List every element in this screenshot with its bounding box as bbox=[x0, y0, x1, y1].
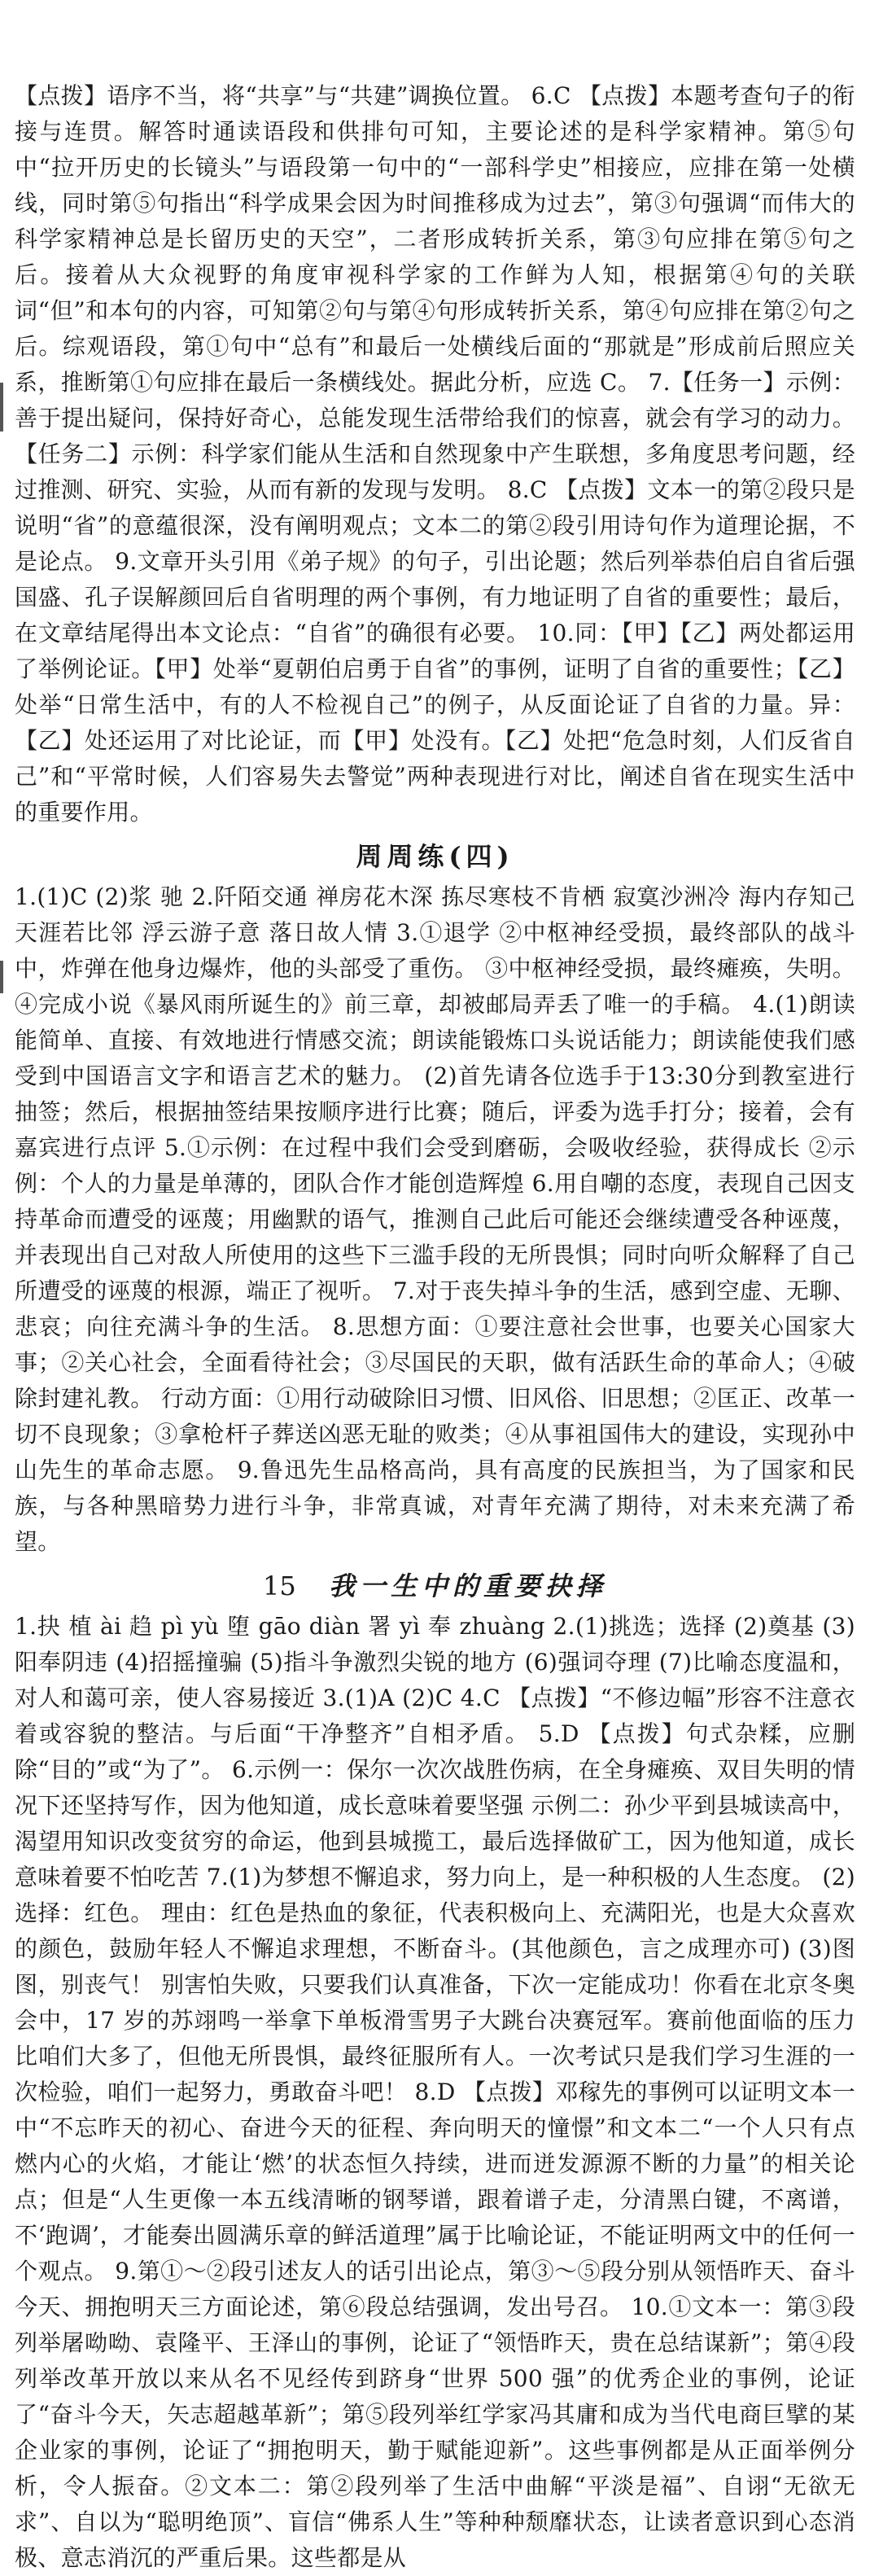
lesson-heading bbox=[15, 1565, 855, 1607]
lesson-title: 我一生中的重要抉择 bbox=[328, 1571, 607, 1601]
left-edge-mark bbox=[0, 383, 3, 432]
answer-paragraph-lesson-15: 1.抉 植 ài 趋 pì yù 堕 gāo diàn 署 yì 奉 zhuàng 2.(1)挑选；选择 (2)奠基 (3)阳奉阴违 (4)招摇撞骗 (5)指斗争激烈尖锐的地方 (6)强词夺理 (7)比喻态度温和，对人和蔼可亲，使人容易接近 3.(1)A (2)C 4.C 【点拨】“不修边幅”形容不注意衣着或容貌的整洁。与后面“干净整齐”自相矛盾。 5.D 【点拨】句式杂糅，应删除“目的”或“为了”。 6.示例一：保尔一次次战胜伤病，在全身瘫痪、双目失明的情况下还坚持写作，因为他知道，成长意味着要坚强 示例二：孙少平到县城读高中，渴望用知识改变贫穷的命运，他到县城揽工，最后选择做矿工，因为他知道，成长意味着要不怕吃苦 7.(1)为梦想不懈追求，努力向上，是一种积极的人生态度。 (2)选择：红色。 理由：红色是热血的象征，代表积极向上、充满阳光，也是大众喜欢的颜色，鼓励年轻人不懈追求理想，不断奋斗。(其他颜色，言之成理亦可) (3)图图，别丧气！ 别害怕失败，只要我们认真准备，下次一定能成功！你看在北京冬奥会中，17 岁的苏翊鸣一举拿下单板滑雪男子大跳台决赛冠军。赛前他面临的压力比咱们大多了，但他无所畏惧，最终征服所有人。一次考试只是我们学习生涯的一次检验，咱们一起努力，勇敢奋斗吧！ 8.D 【点拨】邓稼先的事例可以证明文本一中“不忘昨天的初心、奋进今天的征程、奔向明天的憧憬”和文本二“一个人只有点燃内心的火焰，才能让‘燃’的状态恒久持续，进而迸发源源不断的力量”的相关论点；但是“人生更像一本五线清晰的钢琴谱，跟着谱子走，分清黑白键，不离谱，不‘跑调’，才能奏出圆满乐章的鲜活道理”属于比喻论证，不能证明两文中的任何一个观点。 9.第①～②段引述友人的话引出论点，第③～⑤段分别从领悟昨天、奋斗今天、拥抱明天三方面论述，第⑥段总结强调，发出号召。 10.①文本一：第③段列举屠呦呦、袁隆平、王泽山的事例，论证了“领悟昨天，贵在总结谋新”；第④段列举改革开放以来从名不见经传到跻身“世界 500 强”的优秀企业的事例，论证了“奋斗今天，矢志超越革新”；第⑤段列举红学家冯其庸和成为当代电商巨擘的某企业家的事例，论证了“拥抱明天，勤于赋能迎新”。这些事例都是从正面举例分析，令人振奋。②文本二：第②段列举了生活中曲解“平淡是福”、自诩“无欲无求”、自以为“聪明绝顶”、盲信“佛系人生”等种种颓靡状态，让读者意识到心态消极、意志消沉的严重后果。这些都是从 bbox=[15, 1613, 855, 2571]
answer-paragraph-weekly-4: 1.(1)C (2)浆 驰 2.阡陌交通 禅房花木深 拣尽寒枝不肯栖 寂寞沙洲冷 海内存知己 天涯若比邻 浮云游子意 落日故人情 3.①退学 ②中枢神经受损，最终部队的战斗中，炸弹在他身边爆炸，他的头部受了重伤。 ③中枢神经受损，最终瘫痪，失明。 ④完成小说《暴风雨所诞生的》前三章，却被邮局弄丢了唯一的手稿。 4.(1)朗读能简单、直接、有效地进行情感交流；朗读能锻炼口头说话能力；朗读能使我们感受到中国语言文字和语言艺术的魅力。 (2)首先请各位选手于13:30分到教室进行抽签；然后，根据抽签结果按顺序进行比赛；随后，评委为选手打分；接着，会有嘉宾进行点评 5.①示例：在过程中我们会受到磨砺，会吸收经验，获得成长 ②示例：个人的力量是单薄的，团队合作才能创造辉煌 6.用自嘲的态度，表现自己因支持革命而遭受的诬蔑；用幽默的语气，推测自己此后可能还会继续遭受各种诬蔑，并表现出自己对敌人所使用的这些下三滥手段的无所畏惧；同时向听众解释了自己所遭受的诬蔑的根源，端正了视听。 7.对于丧失掉斗争的生活，感到空虚、无聊、悲哀；向往充满斗争的生活。 8.思想方面：①要注意社会世事，也要关心国家大事；②关心社会，全面看待社会；③尽国民的天职，做有活跃生命的革命人；④破除封建礼教。 行动方面：①用行动破除旧习惯、旧风俗、旧思想；②匡正、改革一切不良现象；③拿枪杆子葬送凶恶无耻的败类；④从事祖国伟大的建设，实现孙中山先生的革命志愿。 9.鲁迅先生品格高尚，具有高度的民族担当，为了国家和民族，与各种黑暗势力进行斗争，非常真诚，对青年充满了期待，对未来充满了希望。 bbox=[15, 883, 855, 1555]
section-heading-weekly-practice-4: 周周练(四) bbox=[356, 841, 514, 872]
answer-paragraph-weekly-3-end: 【点拨】语序不当，将“共享”与“共建”调换位置。 6.C 【点拨】本题考查句子的衔接与连贯。解答时通读语段和供排句可知，主要论述的是科学家精神。第⑤句中“拉开历史的长镜头”与语段第一句中的“一部科学史”相接应，应排在第一处横线，同时第⑤句指出“科学成果会因为时间推移成为过去”，第③句强调“而伟大的科学家精神总是长留历史的天空”，二者形成转折关系，第③句应排在第⑤句之后。接着从大众视野的角度审视科学家的工作鲜为人知，根据第④句的关联词“但”和本句的内容，可知第②句与第④句形成转折关系，第④句应排在第②句之后。综观语段，第①句中“总有”和最后一处横线后面的“那就是”形成前后照应关系，推断第①句应排在最后一条横线处。据此分析，应选 C。 7.【任务一】示例：善于提出疑问，保持好奇心，总能发现生活带给我们的惊喜，就会有学习的动力。【任务二】示例：科学家们能从生活和自然现象中产生联想，多角度思考问题，经过推测、研究、实验，从而有新的发现与发明。 8.C 【点拨】文本一的第②段只是说明“省”的意蕴很深，没有阐明观点；文本二的第②段引用诗句作为道理论据，不是论点。 9.文章开头引用《弟子规》的句子，引出论题；然后列举恭伯启自省后强国盛、孔子误解颜回后自省明理的两个事例，有力地证明了自省的重要性；最后，在文章结尾得出本文论点：“自省”的确很有必要。 10.同：【甲】【乙】两处都运用了举例论证。【甲】处举“夏朝伯启勇于自省”的事例，证明了自省的重要性；【乙】处举“日常生活中，有的人不检视自己”的例子，从反面论证了自省的力量。异：【乙】处还运用了对比论证，而【甲】处没有。【乙】处把“危急时刻，人们反省自己”和“平常时候，人们容易失去警觉”两种表现进行对比，阐述自省在现实生活中的重要作用。 bbox=[15, 82, 855, 826]
left-edge-mark bbox=[0, 961, 3, 993]
lesson-number: 15 bbox=[263, 1571, 296, 1601]
